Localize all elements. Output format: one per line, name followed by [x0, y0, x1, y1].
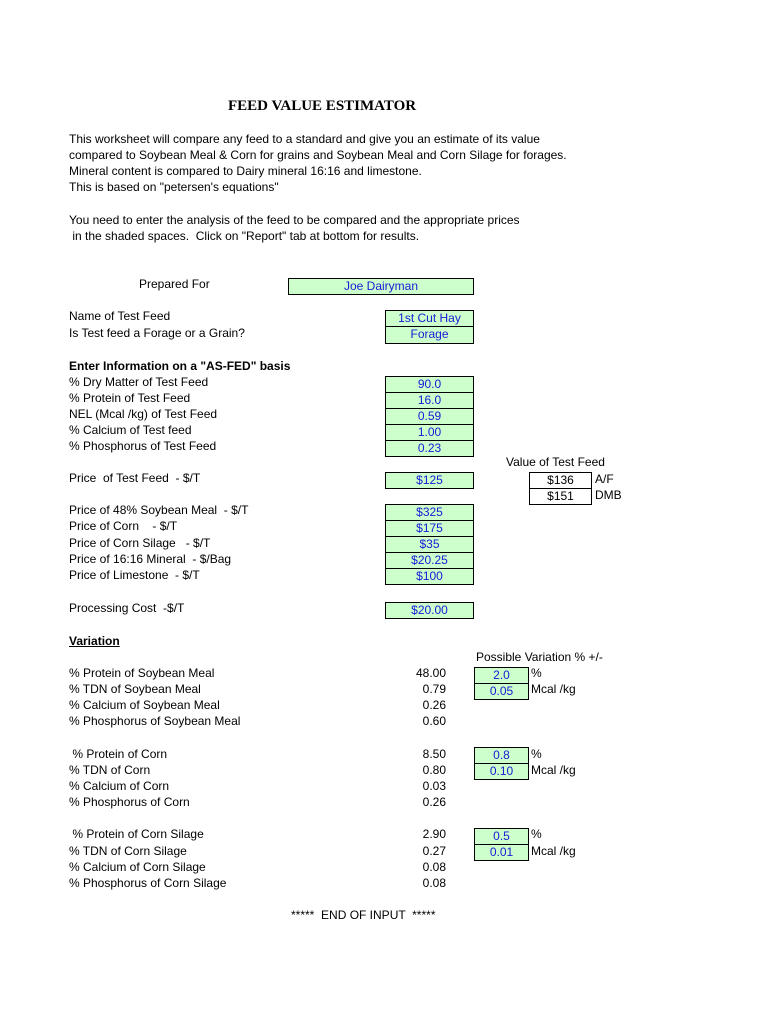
price-label: Price of 16:16 Mineral - $/Bag [69, 552, 232, 566]
variation-label: % Protein of Corn [69, 747, 168, 761]
dry-matter-input[interactable]: 90.0 [385, 376, 474, 393]
value-af-output: $136 [529, 472, 592, 489]
variation-value: 8.50 [422, 747, 446, 761]
variation-label: % Calcium of Corn [69, 779, 170, 793]
variation-label: % Calcium of Corn Silage [69, 860, 206, 874]
intro-line: This worksheet will compare any feed to a standard and give you an estimate of its value [69, 132, 540, 146]
variation-unit: % [531, 666, 542, 680]
soybean-price-input[interactable]: $325 [385, 504, 474, 521]
variation-value: 0.26 [422, 795, 446, 809]
corn-silage-price-input[interactable]: $35 [385, 537, 474, 553]
variation-value: 0.26 [422, 698, 446, 712]
variation-label: % Protein of Soybean Meal [69, 666, 215, 680]
variation-unit: % [531, 827, 542, 841]
intro-line: Mineral content is compared to Dairy mineral 16:16 and limestone. [69, 164, 422, 178]
as-fed-heading: Enter Information on a "AS-FED" basis [69, 359, 291, 373]
processing-cost-label: Processing Cost -$/T [69, 601, 185, 615]
intro-line: compared to Soybean Meal & Corn for grains and Soybean Meal and Corn Silage for forages. [69, 148, 567, 162]
variation-unit: Mcal /kg [531, 682, 576, 696]
corn-protein-variation-input[interactable]: 0.8 [474, 747, 529, 764]
instruction-line: You need to enter the analysis of the feed to be compared and the appropriate prices [69, 213, 520, 227]
price-label: Price of Corn - $/T [69, 519, 178, 533]
protein-input[interactable]: 16.0 [385, 393, 474, 409]
processing-cost-input[interactable]: $20.00 [385, 602, 474, 619]
value-of-test-feed-heading: Value of Test Feed [506, 455, 605, 469]
price-test-feed-input[interactable]: $125 [385, 472, 474, 489]
page-title: FEED VALUE ESTIMATOR [228, 98, 417, 114]
variation-value: 2.90 [422, 827, 446, 841]
variation-unit: % [531, 747, 542, 761]
variation-heading: Variation [69, 634, 120, 648]
analysis-label: % Protein of Test Feed [69, 391, 191, 405]
variation-unit: Mcal /kg [531, 844, 576, 858]
variation-label: % Phosphorus of Corn Silage [69, 876, 227, 890]
variation-label: % Phosphorus of Corn [69, 795, 190, 809]
variation-label: % TDN of Soybean Meal [69, 682, 201, 696]
variation-value: 0.08 [422, 876, 446, 890]
variation-label: % TDN of Corn [69, 763, 151, 777]
corn-silage-tdn-variation-input[interactable]: 0.01 [474, 845, 529, 861]
prepared-for-label: Prepared For [139, 277, 210, 291]
phosphorus-input[interactable]: 0.23 [385, 441, 474, 457]
price-label: Price of 48% Soybean Meal - $/T [69, 503, 249, 517]
corn-price-input[interactable]: $175 [385, 521, 474, 537]
mineral-price-input[interactable]: $20.25 [385, 553, 474, 569]
price-test-feed-label: Price of Test Feed - $/T [69, 471, 201, 485]
corn-tdn-variation-input[interactable]: 0.10 [474, 764, 529, 780]
variation-value: 0.27 [422, 844, 446, 858]
test-feed-type-label: Is Test feed a Forage or a Grain? [69, 326, 245, 340]
analysis-label: NEL (Mcal /kg) of Test Feed [69, 407, 218, 421]
variation-label: % Protein of Corn Silage [69, 827, 204, 841]
limestone-price-input[interactable]: $100 [385, 569, 474, 585]
variation-value: 0.60 [422, 714, 446, 728]
test-feed-name-input[interactable]: 1st Cut Hay [385, 310, 474, 327]
variation-value: 0.79 [422, 682, 446, 696]
price-label: Price of Limestone - $/T [69, 568, 200, 582]
variation-label: % Calcium of Soybean Meal [69, 698, 220, 712]
test-feed-name-label: Name of Test Feed [69, 309, 171, 323]
soybean-tdn-variation-input[interactable]: 0.05 [474, 684, 529, 700]
variation-value: 48.00 [415, 666, 446, 680]
instruction-line: in the shaded spaces. Click on "Report" tab at bottom for results. [69, 229, 420, 243]
analysis-label: % Dry Matter of Test Feed [69, 375, 209, 389]
prepared-for-input[interactable]: Joe Dairyman [288, 278, 474, 295]
value-dmb-output: $151 [529, 489, 592, 505]
analysis-label: % Calcium of Test feed [69, 423, 192, 437]
variation-unit: Mcal /kg [531, 763, 576, 777]
variation-label: % Phosphorus of Soybean Meal [69, 714, 241, 728]
calcium-input[interactable]: 1.00 [385, 425, 474, 441]
value-af-unit: A/F [595, 472, 614, 486]
nel-input[interactable]: 0.59 [385, 409, 474, 425]
price-label: Price of Corn Silage - $/T [69, 536, 211, 550]
test-feed-type-input[interactable]: Forage [385, 327, 474, 344]
intro-line: This is based on "petersen's equations" [69, 180, 279, 194]
value-dmb-unit: DMB [595, 488, 622, 502]
end-of-input-text: ***** END OF INPUT ***** [291, 908, 436, 922]
analysis-label: % Phosphorus of Test Feed [69, 439, 217, 453]
variation-value: 0.08 [422, 860, 446, 874]
soybean-protein-variation-input[interactable]: 2.0 [474, 667, 529, 684]
possible-variation-label: Possible Variation % +/- [476, 650, 603, 664]
variation-value: 0.80 [422, 763, 446, 777]
variation-label: % TDN of Corn Silage [69, 844, 187, 858]
corn-silage-protein-variation-input[interactable]: 0.5 [474, 828, 529, 845]
variation-value: 0.03 [422, 779, 446, 793]
